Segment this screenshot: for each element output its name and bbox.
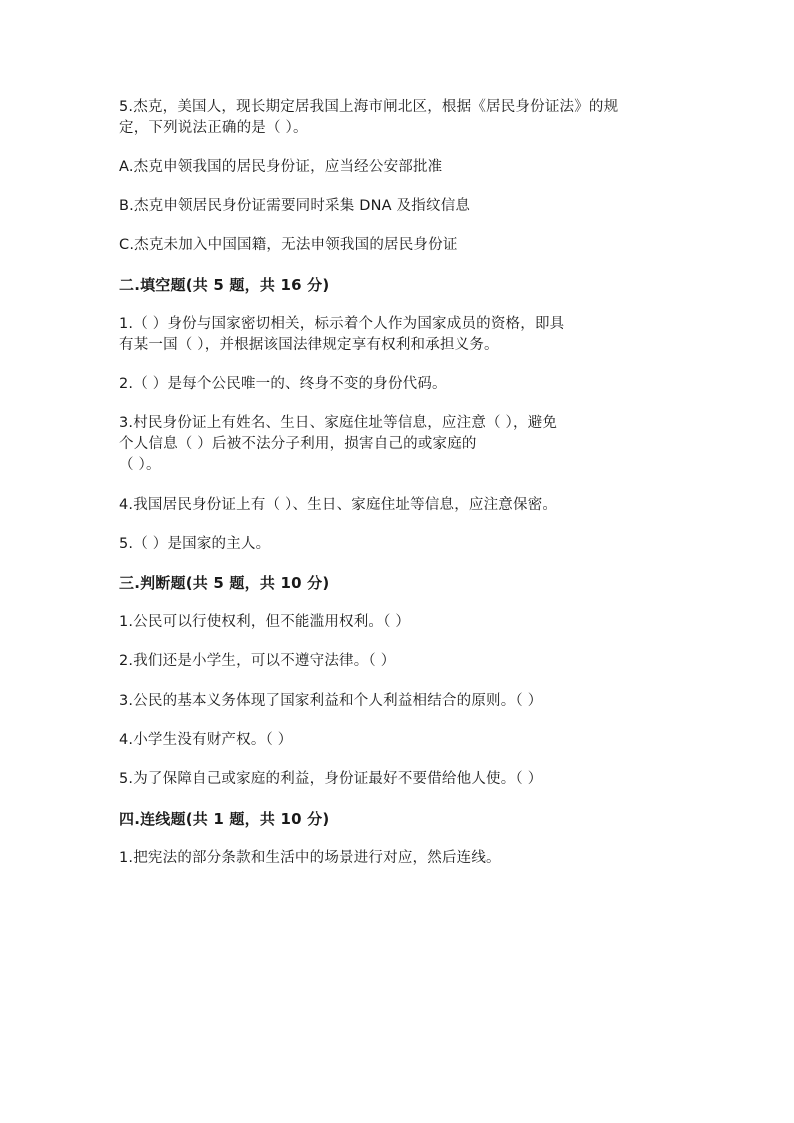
judge-q3: 3.公民的基本义务体现了国家利益和个人利益相结合的原则。（ ） bbox=[119, 693, 543, 709]
q5-option-b: B.杰克申领居民身份证需要同时采集 DNA 及指纹信息 bbox=[119, 198, 471, 214]
judge-q2: 2.我们还是小学生，可以不遵守法律。（ ） bbox=[119, 653, 396, 669]
fill-q1-line1: 1.（ ）身份与国家密切相关，标示着个人作为国家成员的资格，即具 bbox=[119, 316, 565, 332]
judge-q4: 4.小学生没有财产权。（ ） bbox=[119, 732, 293, 748]
match-q1: 1.把宪法的部分条款和生活中的场景进行对应，然后连线。 bbox=[119, 850, 501, 866]
section2-heading: 二.填空题(共 5 题，共 16 分) bbox=[119, 276, 330, 294]
fill-q3-line3: （ ）。 bbox=[119, 457, 161, 473]
q5-stem-line2: 定，下列说法正确的是（ ）。 bbox=[119, 120, 308, 136]
judge-q1: 1.公民可以行使权利，但不能滥用权利。（ ） bbox=[119, 614, 411, 630]
section4-heading: 四.连线题(共 1 题，共 10 分) bbox=[119, 810, 330, 828]
section3-heading: 三.判断题(共 5 题，共 10 分) bbox=[119, 574, 330, 592]
q5-option-a: A.杰克申领我国的居民身份证，应当经公安部批准 bbox=[119, 159, 443, 175]
fill-q5: 5.（ ）是国家的主人。 bbox=[119, 536, 271, 552]
fill-q2: 2.（ ）是每个公民唯一的、终身不变的身份代码。 bbox=[119, 376, 447, 392]
fill-q3-line2: 个人信息（ ）后被不法分子利用，损害自己的或家庭的 bbox=[119, 436, 477, 452]
fill-q3-line1: 3.村民身份证上有姓名、生日、家庭住址等信息，应注意（ ），避免 bbox=[119, 415, 558, 431]
fill-q1-line2: 有某一国（ ），并根据该国法律规定享有权利和承担义务。 bbox=[119, 337, 499, 353]
q5-stem-line1: 5.杰克，美国人，现长期定居我国上海市闸北区，根据《居民身份证法》的规 bbox=[119, 99, 619, 115]
q5-option-c: C.杰克未加入中国国籍，无法申领我国的居民身份证 bbox=[119, 237, 458, 253]
judge-q5: 5.为了保障自己或家庭的利益，身份证最好不要借给他人使。（ ） bbox=[119, 771, 543, 787]
fill-q4: 4.我国居民身份证上有（ ）、生日、家庭住址等信息，应注意保密。 bbox=[119, 497, 558, 513]
